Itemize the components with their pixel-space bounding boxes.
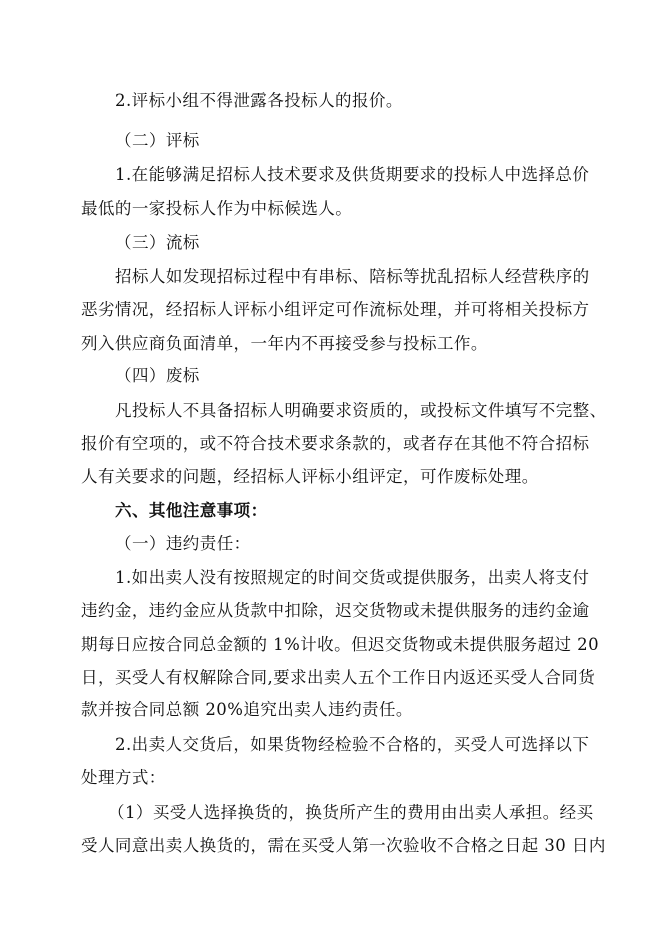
paragraph-breach-1-line-2: 违约金，违约金应从货款中扣除，迟交货物或未提供服务的违约金逾 [81,601,590,620]
paragraph-breach-2-line-1: 2.出卖人交货后，如果货物经检验不合格的，买受人可选择以下 [115,735,590,754]
paragraph-bid-leak-rule: 2.评标小组不得泄露各投标人的报价。 [115,91,403,110]
paragraph-option-1-line-1: （1）买受人选择换货的，换货所产生的费用由出卖人承担。经买 [108,803,594,822]
paragraph-breach-1-line-3: 期每日应按合同总金额的 1%计收。但迟交货物或未提供服务超过 20 [81,635,600,654]
paragraph-void-bid-line-1: 凡投标人不具备招标人明确要求资质的，或投标文件填写不完整、 [115,401,607,420]
paragraph-evaluation-line-2: 最低的一家投标人作为中标候选人。 [81,199,353,218]
paragraph-option-1-line-2: 受人同意出卖人换货的，需在买受人第一次验收不合格之日起 30 日内 [81,836,606,855]
paragraph-failed-bid-line-3: 列入供应商负面清单，一年内不再接受参与投标工作。 [81,334,488,353]
heading-evaluation: （二）评标 [115,131,200,150]
paragraph-failed-bid-line-1: 招标人如发现招标过程中有串标、陪标等扰乱招标人经营秩序的 [115,267,590,286]
paragraph-evaluation-line-1: 1.在能够满足招标人技术要求及供货期要求的投标人中选择总价 [115,165,590,184]
heading-void-bid: （四）废标 [115,366,200,385]
paragraph-breach-1-line-5: 款并按合同总额 20%追究出卖人违约责任。 [81,700,413,719]
paragraph-breach-2-line-2: 处理方式： [81,768,166,787]
paragraph-void-bid-line-3: 人有关要求的问题，经招标人评标小组评定，可作废标处理。 [81,467,539,486]
paragraph-breach-1-line-1: 1.如出卖人没有按照规定的时间交货或提供服务，出卖人将支付 [115,568,590,587]
heading-failed-bid: （三）流标 [115,233,200,252]
section-6-heading: 六、其他注意事项： [115,501,268,520]
paragraph-failed-bid-line-2: 恶劣情况，经招标人评标小组评定可作流标处理，并可将相关投标方 [81,300,590,319]
paragraph-void-bid-line-2: 报价有空项的，或不符合技术要求条款的，或者存在其他不符合招标 [81,434,590,453]
heading-breach-liability: （一）违约责任： [115,534,251,553]
paragraph-breach-1-line-4: 日，买受人有权解除合同,要求出卖人五个工作日内返还买受人合同货 [81,668,596,687]
